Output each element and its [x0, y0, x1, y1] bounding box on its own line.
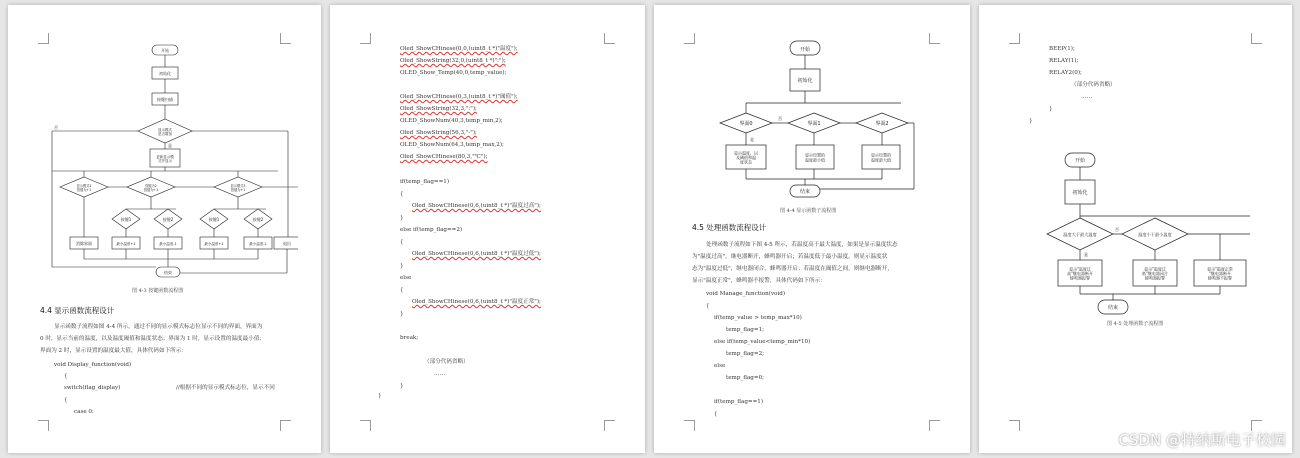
code-ellipsis: …… — [1081, 94, 1093, 100]
code-line: RELAY(1); — [1049, 58, 1079, 64]
code-line: Oled_ShowCHinese(0,6,(uint8_t *)"温度过高"); — [412, 203, 541, 209]
code-line: Oled_ShowCHinese(80,3,"℃"); — [400, 154, 488, 160]
code-line: } — [1049, 106, 1053, 112]
code-line: { — [400, 287, 404, 293]
code-line: Oled_ShowCHinese(0,6,(uint8_t *)"温度正常"); — [412, 299, 541, 305]
fc1-box-3: 最小温度-1 — [159, 242, 177, 246]
paragraph-line: 处理函数子流程如下图 4-5 所示，若温度高于最大温度，如果是显示温度状态 — [706, 242, 898, 248]
paragraph-line: 显示"温度正常"，蜂鸣器不报警，具体代码如下所示： — [692, 278, 826, 284]
crop-mark — [1009, 420, 1020, 431]
figure-caption: 图 4-5 处理函数子流程图 — [1107, 321, 1164, 327]
document-page-4 — [979, 5, 1292, 453]
code-line: OLED_ShowNum(40,3,temp_min,2); — [400, 118, 503, 124]
manage-function-flowchart — [1045, 150, 1265, 322]
fc1-decision-2: 按键为2 按键为+1 — [143, 184, 159, 192]
code-line: { — [400, 191, 404, 197]
code-line: { — [64, 397, 68, 403]
fc1-end: 结束 — [164, 270, 172, 275]
fc3-box-1: 显示"温度过高"继电器断开蜂鸣器报警 — [1067, 266, 1093, 281]
code-line: } — [378, 393, 382, 399]
code-line: else — [714, 363, 726, 369]
code-line: Oled_ShowString(32,3,":"); — [400, 106, 477, 112]
code-line: Oled_ShowString(32,0,(uint8_t *)":"); — [400, 58, 506, 64]
code-line: temp_flag=2; — [726, 351, 765, 357]
document-page-2 — [330, 5, 645, 453]
document-page-3 — [654, 5, 970, 453]
fc1-yes: 是 — [168, 143, 172, 148]
fc1-box-2: 最小温度+1 — [116, 242, 136, 246]
csdn-watermark: CSDN @特纳斯电子校园 — [1118, 431, 1286, 449]
code-comment: //根据不同的显示模式标志位，显示不同 — [176, 385, 275, 391]
fc2-box-1: 显示温度，以及阈值和温度状态 — [734, 150, 758, 165]
crop-mark — [929, 33, 940, 44]
section-heading: 4.4 显示函数流程设计 — [40, 306, 115, 315]
crop-mark — [38, 420, 49, 431]
section-heading: 4.5 处理函数流程设计 — [692, 223, 767, 232]
crop-mark — [360, 33, 371, 44]
fc1-key-3: 按键1 — [208, 217, 220, 222]
code-line: } — [400, 263, 404, 269]
crop-mark — [1251, 33, 1262, 44]
code-ellipsis: …… — [434, 371, 446, 377]
crop-mark — [929, 420, 940, 431]
fc2-init: 初始化 — [797, 78, 813, 84]
crop-mark — [280, 420, 291, 431]
crop-mark — [604, 420, 615, 431]
fc1-key-1: 按键1 — [120, 217, 132, 222]
fc3-yes: 是 — [1084, 252, 1088, 257]
fc2-box-3: 显示设置的温度最大值 — [871, 152, 891, 163]
code-line: { — [400, 239, 404, 245]
fc3-start: 开始 — [1074, 158, 1086, 164]
fc3-no: 否 — [1115, 227, 1119, 232]
paragraph-line: 0 时，显示当前的温度，以及温度阈值和温度状态；界面为 1 时，显示设置的温度最小值； — [40, 336, 266, 342]
key-function-flowchart — [38, 41, 298, 281]
code-line: { — [714, 411, 718, 417]
fc1-box-6: 退出 — [283, 241, 291, 246]
code-line: case 0: — [74, 409, 94, 415]
fc1-decision-3: 显示模式3 按键为+1 — [230, 184, 246, 192]
fc2-box-2: 显示设置的温度最小值 — [805, 152, 825, 163]
code-line: temp_flag=0; — [726, 375, 765, 381]
paragraph-line: 为"温度过高"，继电器断开，蜂鸣器开启；若温度低于最小温度，则显示温度状 — [692, 254, 888, 260]
fc2-yes: 是 — [750, 137, 754, 142]
code-line: } — [400, 215, 404, 221]
crop-mark — [360, 420, 371, 431]
display-function-flowchart — [716, 39, 916, 207]
crop-mark — [604, 33, 615, 44]
code-line: Oled_ShowCHinese(0,0,(uint8_t *)"温度"); — [400, 46, 518, 52]
code-line: break; — [400, 335, 419, 341]
fc1-start: 开始 — [161, 48, 169, 53]
fc1-box-4: 最小温度+1 — [204, 242, 224, 246]
code-line: else — [400, 275, 412, 281]
code-line: { — [64, 373, 68, 379]
code-line: void Manage_function(void) — [706, 291, 786, 297]
fc3-end: 结束 — [1107, 305, 1119, 311]
document-page-1 — [8, 5, 321, 453]
fc1-mode-decision: 显示模式是否增加 — [158, 127, 172, 137]
fc1-key-scan: 按键扫描 — [157, 97, 173, 102]
code-line: Oled_ShowCHinese(0,3,(uint8_t *)"阈值"); — [400, 94, 518, 100]
code-line: } — [1029, 118, 1033, 124]
code-line: } — [400, 311, 404, 317]
fc3-box-3: 显示"温度正常"继电器断开蜂鸣器不报警 — [1207, 266, 1233, 281]
fc2-decision-2: 界面2 — [875, 121, 889, 127]
code-line: else if(temp_value<temp_min*10) — [714, 339, 811, 345]
fc1-key-2: 按键2 — [162, 217, 174, 222]
fc3-decision-1: 温度大于最大温度 — [1063, 232, 1097, 237]
fc1-decision-1: 显示模式1 按键为+1 — [76, 184, 92, 192]
code-line: void Display_function(void) — [54, 362, 132, 368]
code-line: else if(temp_flag==2) — [400, 227, 463, 233]
code-line: switch(flag_display) — [64, 385, 121, 391]
fc2-no: 否 — [778, 116, 782, 121]
code-omission-note: （部分代码省略） — [1071, 82, 1116, 88]
code-line: Oled_ShowCHinese(0,6,(uint8_t *)"温度过低"); — [412, 251, 541, 257]
fc1-no: 否 — [54, 125, 58, 130]
fc2-start: 开始 — [799, 47, 811, 53]
crop-mark — [684, 33, 695, 44]
code-omission-note: （部分代码省略） — [424, 359, 469, 365]
code-line: temp_flag=1; — [726, 327, 765, 333]
code-line: { — [706, 303, 710, 309]
fc3-init: 初始化 — [1072, 190, 1088, 196]
code-line: RELAY2(0); — [1049, 70, 1082, 76]
fc2-end: 结束 — [799, 189, 811, 195]
fc3-decision-2: 温度小于最小温度 — [1138, 232, 1172, 237]
fc1-key-4: 按键2 — [252, 217, 264, 222]
fc3-box-2: 显示"温度过低"继电器闭合蜂鸣器报警 — [1142, 266, 1168, 281]
code-line: if(temp_flag==1) — [400, 179, 450, 185]
code-line: if(temp_value > temp_max*10) — [714, 315, 802, 321]
code-line: } — [400, 383, 404, 389]
fc1-mode-update: 更新显示模式并显示 — [156, 154, 174, 164]
code-line: Oled_ShowString(56,3,"-"); — [400, 130, 477, 136]
figure-caption: 图 4-3 按键函数流程图 — [132, 288, 184, 294]
fc1-box-5: 最小温度-1 — [249, 242, 267, 246]
figure-caption: 图 4-4 显示函数子流程图 — [780, 208, 837, 214]
paragraph-line: 显示函数子流程如图 4-4 所示，通过不同的显示模式标志位显示不同的界面，界面为 — [54, 324, 263, 330]
code-line: OLED_ShowNum(64,3,temp_max,2); — [400, 142, 504, 148]
fc2-decision-1: 界面1 — [807, 121, 821, 127]
paragraph-line: 界面为 2 时，显示设置的温度最大值，具体代码如下所示： — [40, 348, 187, 354]
fc1-init: 初始化 — [159, 71, 171, 76]
crop-mark — [1009, 33, 1020, 44]
paragraph-line: 态为"温度过低"，继电器闭合，蜂鸣器开启；若温度在阈值之间，则继电器断开， — [692, 266, 893, 272]
crop-mark — [684, 420, 695, 431]
code-line: BEEP(1); — [1049, 46, 1075, 52]
fc2-decision-0: 界面0 — [739, 121, 753, 127]
code-line: if(temp_flag==1) — [714, 399, 764, 405]
fc1-box-1: 消除界面 — [76, 241, 92, 246]
code-line: OLED_Show_Temp(40,0,temp_value); — [400, 70, 507, 76]
